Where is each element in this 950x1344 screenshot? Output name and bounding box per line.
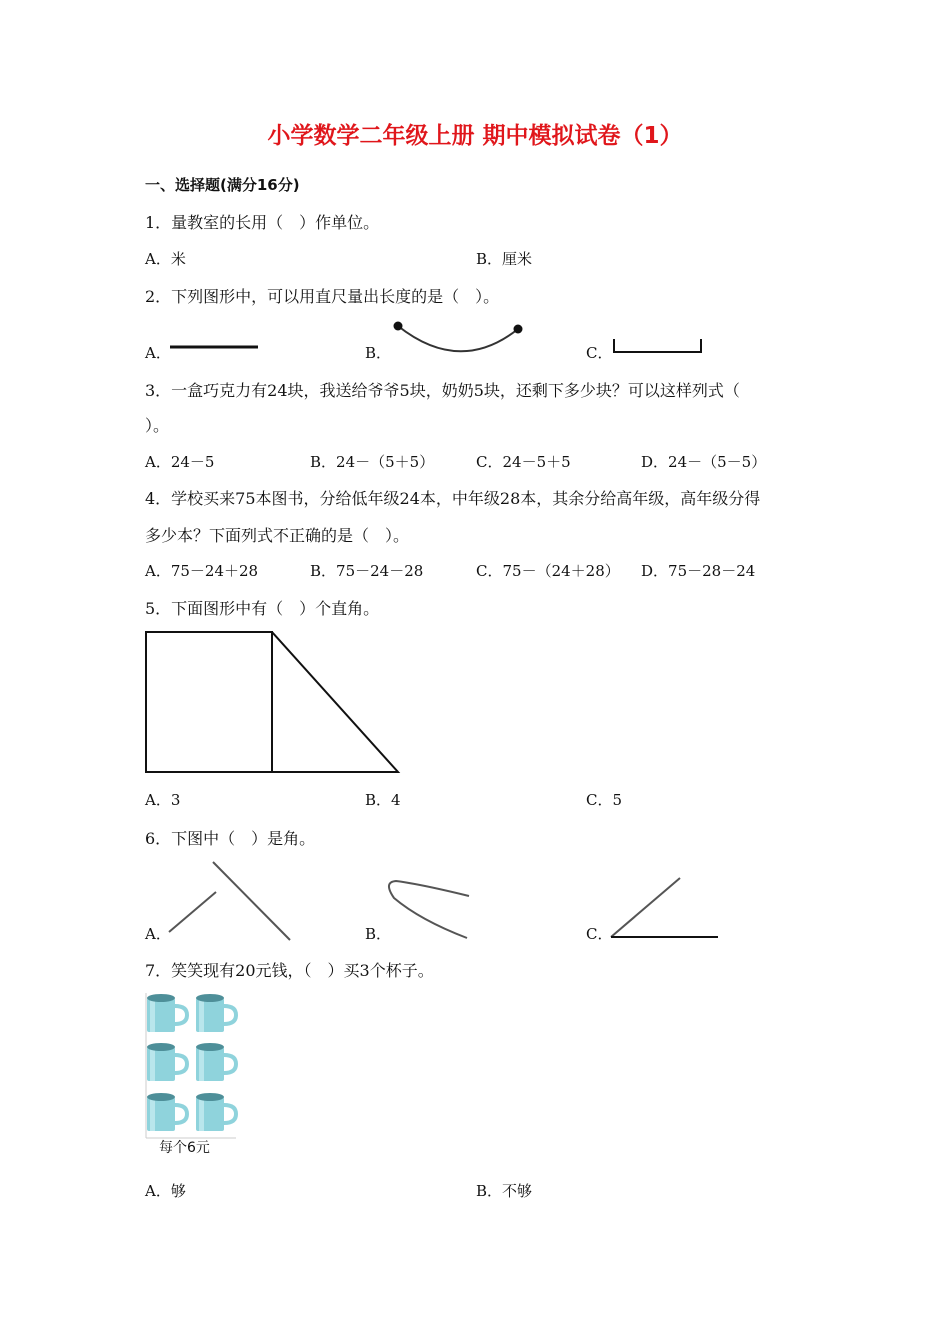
cup-icon xyxy=(196,1043,236,1081)
q4-option-c[interactable]: C．75－（24＋28） xyxy=(476,562,620,580)
q5-option-a[interactable]: A．3 xyxy=(145,791,181,809)
question-4-line-1: 4．学校买来75本图书，分给低年级24本，中年级28本，其余分给高年级，高年级分得 xyxy=(145,489,761,508)
q3-option-c[interactable]: C．24－5＋5 xyxy=(476,453,571,471)
q1-option-a[interactable]: A．米 xyxy=(145,250,186,268)
q4-option-a[interactable]: A．75－24＋28 xyxy=(145,562,259,580)
q2-option-c[interactable]: C． xyxy=(586,344,613,362)
q7-option-a[interactable]: A．够 xyxy=(145,1182,186,1200)
question-3-line-1: 3．一盒巧克力有24块，我送给爷爷5块，奶奶5块，还剩下多少块？可以这样列式（ xyxy=(145,381,740,400)
cup-icon xyxy=(196,1093,236,1131)
q5-option-c[interactable]: C．5 xyxy=(586,791,623,809)
question-3-line-2: ）。 xyxy=(145,416,170,435)
q7-price-caption: 每个6元 xyxy=(159,1140,210,1156)
question-1: 1．量教室的长用（ ）作单位。 xyxy=(145,213,380,232)
q3-option-b[interactable]: B．24－（5＋5） xyxy=(310,453,435,471)
q3-option-d[interactable]: D．24－（5－5） xyxy=(641,453,767,471)
q6-option-b[interactable]: B． xyxy=(365,925,392,943)
cup-icon xyxy=(147,994,187,1032)
page-title: 小学数学二年级上册 期中模拟试卷（1） xyxy=(267,123,683,149)
cup-icon xyxy=(147,1043,187,1081)
question-5: 5．下面图形中有（ ）个直角。 xyxy=(145,599,380,618)
q2-option-b[interactable]: B． xyxy=(365,344,392,362)
q5-option-b[interactable]: B．4 xyxy=(365,791,401,809)
question-4-line-2: 多少本？下面列式不正确的是（ ）。 xyxy=(145,526,410,545)
q4-option-d[interactable]: D．75－28－24 xyxy=(641,562,756,580)
question-2: 2．下列图形中，可以用直尺量出长度的是（ ）。 xyxy=(145,287,500,306)
q2-option-a[interactable]: A． xyxy=(145,344,171,362)
question-6: 6．下图中（ ）是角。 xyxy=(145,829,316,848)
q6-option-a[interactable]: A． xyxy=(145,925,171,943)
q1-option-b[interactable]: B．厘米 xyxy=(476,250,533,268)
section-heading: 一、选择题(满分16分) xyxy=(145,176,300,194)
cup-icon xyxy=(196,994,236,1032)
q6-option-c[interactable]: C． xyxy=(586,925,613,943)
q7-option-b[interactable]: B．不够 xyxy=(476,1182,533,1200)
question-7: 7．笑笑现有20元钱，（ ）买3个杯子。 xyxy=(145,961,434,980)
cup-icon xyxy=(147,1093,187,1131)
q3-option-a[interactable]: A．24－5 xyxy=(145,453,215,471)
q4-option-b[interactable]: B．75－24－28 xyxy=(310,562,424,580)
